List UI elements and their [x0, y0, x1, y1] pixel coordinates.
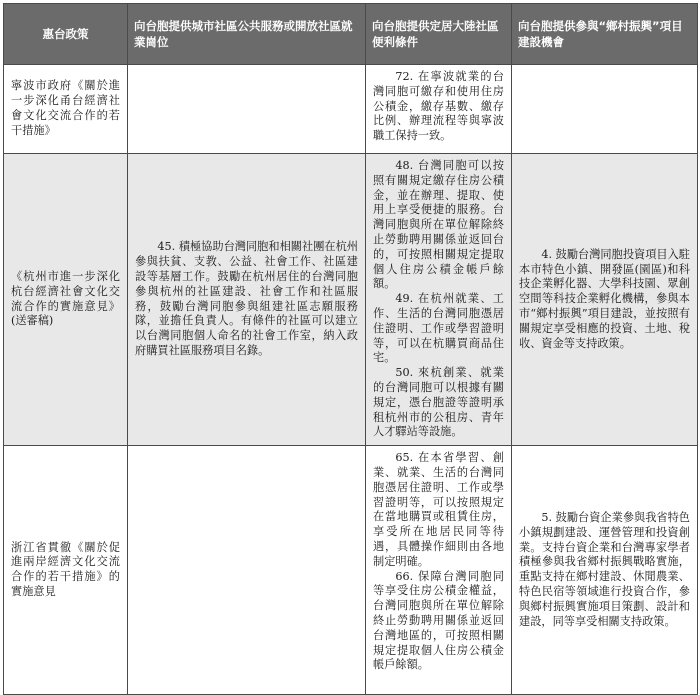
table-row-hangzhou — [4, 154, 698, 446]
community-service-cell — [128, 65, 366, 154]
community-service-cell — [128, 446, 366, 695]
policy-table — [3, 3, 698, 695]
rural-item: 5. 鼓勵台資企業參與我省特色小鎮規劃建設、運營管理和投資創業。支持台資企業和台灣專家學者積極參與我省鄉村振興戰略實施，重點支持在鄉村建設、休閒農業、特色民宿等領域進行投資合作，參與鄉村振興實施項目策劃、設計和建設，同等享受相關支持政策。 — [519, 510, 690, 628]
residence-item: 66. 保障台灣同胞同等享受住房公積金權益，台灣同胞與所在單位解除終止勞動聘用關係並返回台灣地區的，可按照相關規定提取個人住房公積金帳戶餘額。 — [373, 569, 504, 672]
table-row-ningbo — [4, 65, 698, 154]
policy-name-cell: 寧波市政府《關於進一步深化甬台經濟社會文化交流合作的若干措施》 — [4, 65, 128, 154]
table-row-zhejiang — [4, 446, 698, 695]
table-header-row — [4, 4, 698, 65]
header-policy: 惠台政策 — [4, 4, 128, 65]
policy-name-cell: 浙江省貫徹《關於促進兩岸經濟文化交流合作的若干措施》的實施意見 — [4, 446, 128, 695]
residence-item: 50. 來杭創業、就業的台灣同胞可以根據有關規定，憑台胞證等證明承租杭州市的公租房、青年人才驛站等設施。 — [373, 366, 504, 439]
rural-cell — [512, 65, 698, 154]
residence-cell — [366, 65, 512, 154]
residence-item: 72. 在寧波就業的台灣同胞可繳存和使用住房公積金，繳存基數、繳存比例、辦理流程等與寧波職工保持一致。 — [373, 70, 504, 143]
header-rural-revitalization: 向台胞提供參與“鄉村振興”項目建設機會 — [512, 4, 698, 65]
residence-item: 48. 台灣同胞可以按照有關規定繳存住房公積金，並在辦理、提取、使用上享受便捷的服務。台灣同胞與所在單位解除終止勞動聘用關係並返回台的，可按照相關規定提取個人住房公積金帳戶餘額。 — [373, 159, 504, 291]
residence-item: 65. 在本省學習、創業、就業、生活的台灣同胞憑居住證明、工作或學習證明等，可以按照規定在當地購買或租賃住房，享受所在地居民同等待遇，具體操作細則由各地制定明確。 — [373, 451, 504, 568]
policy-name-cell: 《杭州市進一步深化杭台經濟社會文化交流合作的實施意見》(送審稿) — [4, 154, 128, 446]
residence-cell — [366, 446, 512, 695]
residence-cell — [366, 154, 512, 446]
rural-cell — [512, 446, 698, 695]
community-service-item: 45. 積極協助台灣同胞和相關社團在杭州參與扶貧、支教、公益、社會工作、社區建設等基層工作。鼓勵在杭州居住的台灣同胞參與杭州的社區建設、社會工作和社區服務，鼓勵台灣同胞參與組建社區志願服務隊，並擔任負責人。有條件的社區可以建立以台灣同胞個人命名的社會工作室，納入政府購買社區服務項目名錄。 — [135, 240, 358, 357]
community-service-cell — [128, 154, 366, 446]
header-residence: 向台胞提供定居大陸社區便利條件 — [366, 4, 512, 65]
rural-cell — [512, 154, 698, 446]
rural-item: 4. 鼓勵台灣同胞投資項目入駐本市特色小鎮、開發區(園區)和科技企業孵化器、大學科技園、眾創空間等科技企業孵化機構，參與本市“鄉村振興”項目建設，並按照有關規定享受相應的投資、土地、稅收、資金等支持政策。 — [519, 247, 690, 350]
residence-item: 49. 在杭州就業、工作、生活的台灣同胞憑居住證明、工作或學習證明等，可以在杭購買商品住宅。 — [373, 292, 504, 365]
header-community-service: 向台胞提供城市社區公共服務或開放社區就業崗位 — [128, 4, 366, 65]
